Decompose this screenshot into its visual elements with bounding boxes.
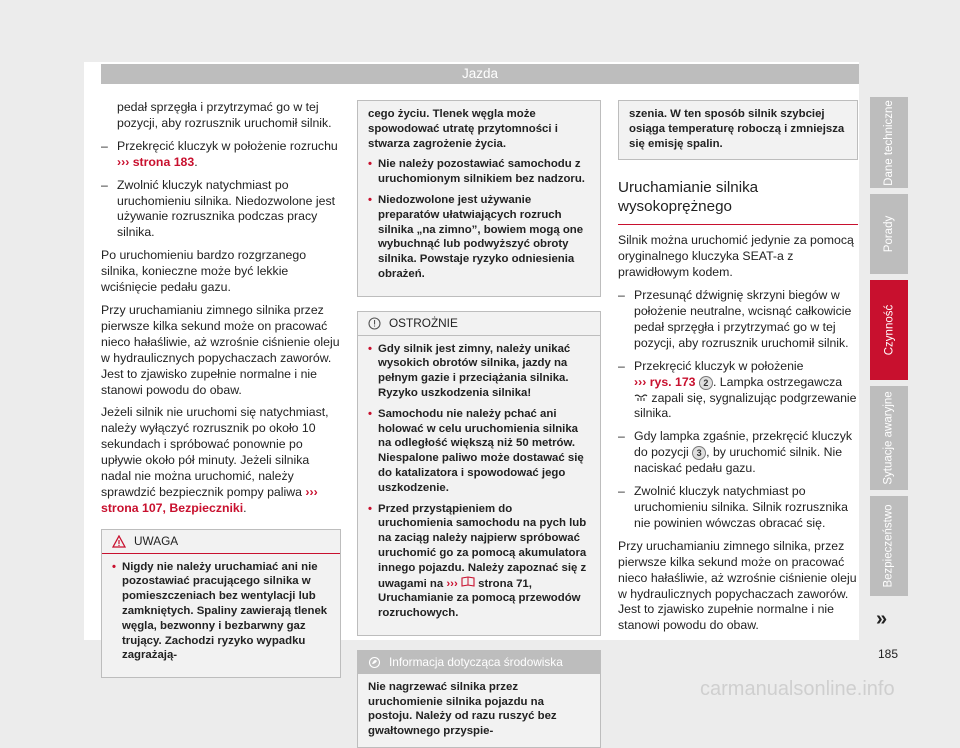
column-1 (101, 100, 341, 678)
column-2 (357, 100, 601, 748)
diesel-step-1: – Przesunąć dźwignię skrzyni biegów w położenie neutralne, wcisnąć całkowicie pedał sprzęgła i przytrzymać go w tej pozycji, aby rozrusznik uruchomił silnik. (618, 288, 858, 352)
step-2: – Zwolnić kluczyk natychmiast po uruchomieniu silnika. Niedozwolone jest używanie rozrusznika podczas pracy silnika. (101, 178, 341, 242)
caution-bullet-3-text: Przed przystąpieniem do uruchomienia samochodu na pych lub na zaciąg należy najpierw spróbować uruchomić go za pomocą akumulatora innego pojazdu. Należy zapoznać się z uwagami na (378, 502, 587, 590)
tab-porady[interactable] (870, 194, 908, 274)
tab-label: Dane techniczne (883, 99, 896, 186)
figure-link[interactable]: ››› rys. 173 (634, 374, 696, 389)
caution-bullet-1: • Gdy silnik jest zimny, należy unikać wysokich obrotów silnika, jazdy na pełnym gazie i przeciążania silnika. Ryzyko uszkodzenia silnika! (368, 342, 590, 401)
section-heading: Uruchamianie silnika wysokoprężnego (618, 178, 858, 225)
diesel-step-2-text: Przekręcić kluczyk w położenie (634, 358, 804, 373)
page-header: Jazda (101, 64, 859, 84)
warning-title: UWAGA (134, 533, 179, 548)
tab-czynnosc[interactable] (870, 280, 908, 380)
paragraph-3-text: Jeżeli silnik nie uruchomi się natychmiast, należy wyłączyć rozrusznik po około 10 sekundach i spróbować ponownie po upływie około pół minuty. Jeżeli silnika nadal nie można uruchomić, należy sprawdzić bezpiecznik pompy paliwa (101, 405, 329, 499)
diesel-step-3 (618, 429, 858, 477)
tab-label: Sytuacje awaryjne (883, 391, 896, 485)
leaf-icon (368, 656, 381, 669)
environment-continued-box (618, 100, 858, 160)
caution-box (357, 311, 601, 636)
tab-bezpieczenstwo[interactable] (870, 496, 908, 596)
warning-bullet: • Nigdy nie należy uruchamiać ani nie pozostawiać pracującego silnika w pomieszczeniach bez wentylacji lub zamkniętych. Spaliny zawierają tlenek węgla, bezwonny i bezbarwny gaz trujący. Zachodzi ryzyko wypadku zagrażają- (112, 560, 330, 664)
step-1-link[interactable]: ››› strona 183 (117, 154, 195, 169)
diesel-step-3-text: Gdy lampka zgaśnie, przekręcić kluczyk do pozycji (634, 429, 853, 460)
diesel-step-2-mid: . Lampka ostrzegawcza (712, 374, 843, 389)
paragraph-2: Przy uruchamianiu zimnego silnika przez pierwsze kilka sekund może on pracować nieco hałaśliwie, aż wzrośnie ciśnienie oleju w hydraulicznych popychaczach zaworów. Jest to zjawisko zupełnie normalne i nie stanowi powodu do obaw. (101, 302, 340, 397)
tab-dane-techniczne[interactable] (870, 97, 908, 188)
paragraph-3-end: . (243, 500, 247, 515)
callout-number: 2 (699, 376, 713, 390)
paragraph-cold-start: Przy uruchamianiu zimnego silnika, przez pierwsze kilka sekund może on pracować nieco hałaśliwie, aż wzrośnie ciśnienie oleju w hydraulicznych popychaczach zaworów. Jest to zjawisko zupełnie normalne i nie stanowi powodu do obaw. (618, 538, 857, 633)
watermark: carmanualsonline.info (700, 678, 895, 700)
warning-icon (112, 535, 126, 548)
fuse-link[interactable]: ››› strona 107, Bezpieczniki (101, 484, 318, 515)
diesel-step-4: – Zwolnić kluczyk natychmiast po uruchomieniu silnika. Silnik rozrusznika nie powinien wówczas obracać się. (618, 484, 858, 532)
book-icon (461, 576, 475, 587)
environment-title: Informacja dotycząca środowiska (389, 654, 563, 669)
caution-header (358, 312, 600, 336)
warning-bullet-2: • Nie należy pozostawiać samochodu z uruchomionym silnikiem bez nadzoru. (368, 157, 590, 187)
jump-start-link[interactable]: strona 71, Uruchamianie za pomocą przewodów rozruchowych. (378, 577, 581, 620)
warning-body (102, 554, 340, 678)
sidebar-tabs (870, 97, 908, 602)
arrow-icon: ››› (446, 577, 458, 590)
intro-text: pedał sprzęgła i przytrzymać go w tej pozycji, aby rozrusznik uruchomił silnik. (117, 100, 332, 130)
diesel-step-2 (618, 359, 858, 423)
diesel-step-2-end: zapali się, sygnalizując podgrzewanie silnika. (634, 390, 857, 421)
tab-sytuacje-awaryjne[interactable] (870, 386, 908, 490)
warning-box (101, 529, 341, 678)
caution-bullet-3 (368, 502, 590, 621)
step-1-text: Przekręcić kluczyk w położenie rozruchu (117, 138, 338, 153)
info-circle-icon (368, 317, 381, 330)
environment-continued-text: szenia. W ten sposób silnik szybciej osiąga temperaturę roboczą i zmniejsza się emisję spalin. (629, 108, 845, 150)
page-number: 185 (878, 647, 899, 661)
tab-label: Czynność (883, 304, 895, 356)
environment-box (357, 650, 601, 748)
environment-header (358, 651, 600, 674)
caution-title: OSTROŻNIE (389, 315, 458, 330)
caution-bullet-2: • Samochodu nie należy pchać ani holować w celu uruchomienia silnika na odległość większą niż 50 metrów. Niespalone paliwo może dostawać się do katalizatora i spowodować jego uszkodzenie. (368, 407, 590, 496)
paragraph-1: Po uruchomieniu bardzo rozgrzanego silnika, konieczne może być lekkie wciśnięcie pedału gazu. (101, 248, 307, 295)
environment-body: Nie nagrzewać silnika przez uruchomienie silnika pojazdu na postoju. Należy od razu ruszyć bez gwałtownego przyspie- (368, 680, 557, 738)
glow-plug-icon (634, 393, 648, 402)
warning-continued-text: cego życiu. Tlenek węgla może spowodować utratę przytomności i stwarza zagrożenie życia. (368, 108, 558, 150)
tab-label: Porady (883, 215, 895, 253)
column-3 (618, 100, 858, 641)
caution-body (358, 336, 600, 635)
step-1 (101, 139, 341, 171)
continue-mark: » (876, 608, 888, 630)
callout-number-3: 3 (692, 446, 706, 460)
step-1-end: . (194, 154, 198, 169)
tab-label: Bezpieczeństwo (883, 504, 896, 588)
warning-header (102, 530, 340, 554)
paragraph-3 (101, 405, 341, 516)
diesel-step-3-end: , by uruchomić silnik. Nie naciskać pedału gazu. (634, 445, 843, 476)
warning-bullet-3: • Niedozwolone jest używanie preparatów ułatwiających rozruch silnika „na zimno”, bowiem mogą one wybuchnąć lub podwyższyć obroty silnika. Powstaje ryzyko odniesienia obrażeń. (368, 193, 590, 282)
warning-continued-body (358, 101, 600, 296)
paragraph-intro: Silnik można uruchomić jedynie za pomocą oryginalnego kluczyka SEAT-a z prawidłowym kodem. (618, 233, 854, 280)
warning-continued-box (357, 100, 601, 297)
